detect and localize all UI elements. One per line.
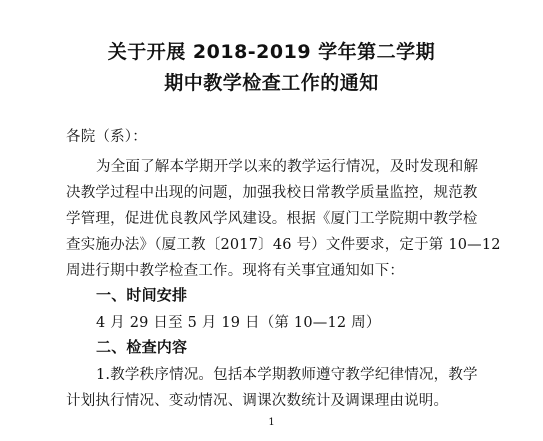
salutation: 各院（系）：: [66, 129, 147, 145]
section2-heading: 二、检查内容: [96, 338, 188, 356]
page-number: 1: [268, 417, 275, 428]
item1-line1: 1.教学秩序情况。包括本学期教师遵守教学纪律情况，教学: [96, 367, 478, 383]
paragraph1-line4: 查实施办法》（厦工教〔2017〕46 号）文件要求，定于第 10—12: [66, 237, 501, 253]
paragraph1-line1: 为全面了解本学期开学以来的教学运行情况，及时发现和解: [96, 159, 479, 175]
paragraph1-line5: 周进行期中教学检查工作。现将有关事宜通知如下：: [66, 263, 405, 279]
section1-heading: 一、时间安排: [96, 286, 188, 304]
document-title-line1: 关于开展 2018-2019 学年第二学期: [107, 41, 436, 63]
paragraph1-line2: 决教学过程中出现的问题，加强我校日常教学质量监控，规范教: [66, 185, 478, 201]
document-title-line2: 期中教学检查工作的通知: [164, 72, 379, 94]
paragraph1-line3: 学管理，促进优良教风学风建设。根据《厦门工学院期中教学检: [66, 211, 478, 227]
item1-line2: 计划执行情况、变动情况、调课次数统计及调课理由说明。: [66, 393, 449, 409]
section1-text: 4 月 29 日至 5 月 19 日（第 10—12 周）: [96, 315, 381, 331]
